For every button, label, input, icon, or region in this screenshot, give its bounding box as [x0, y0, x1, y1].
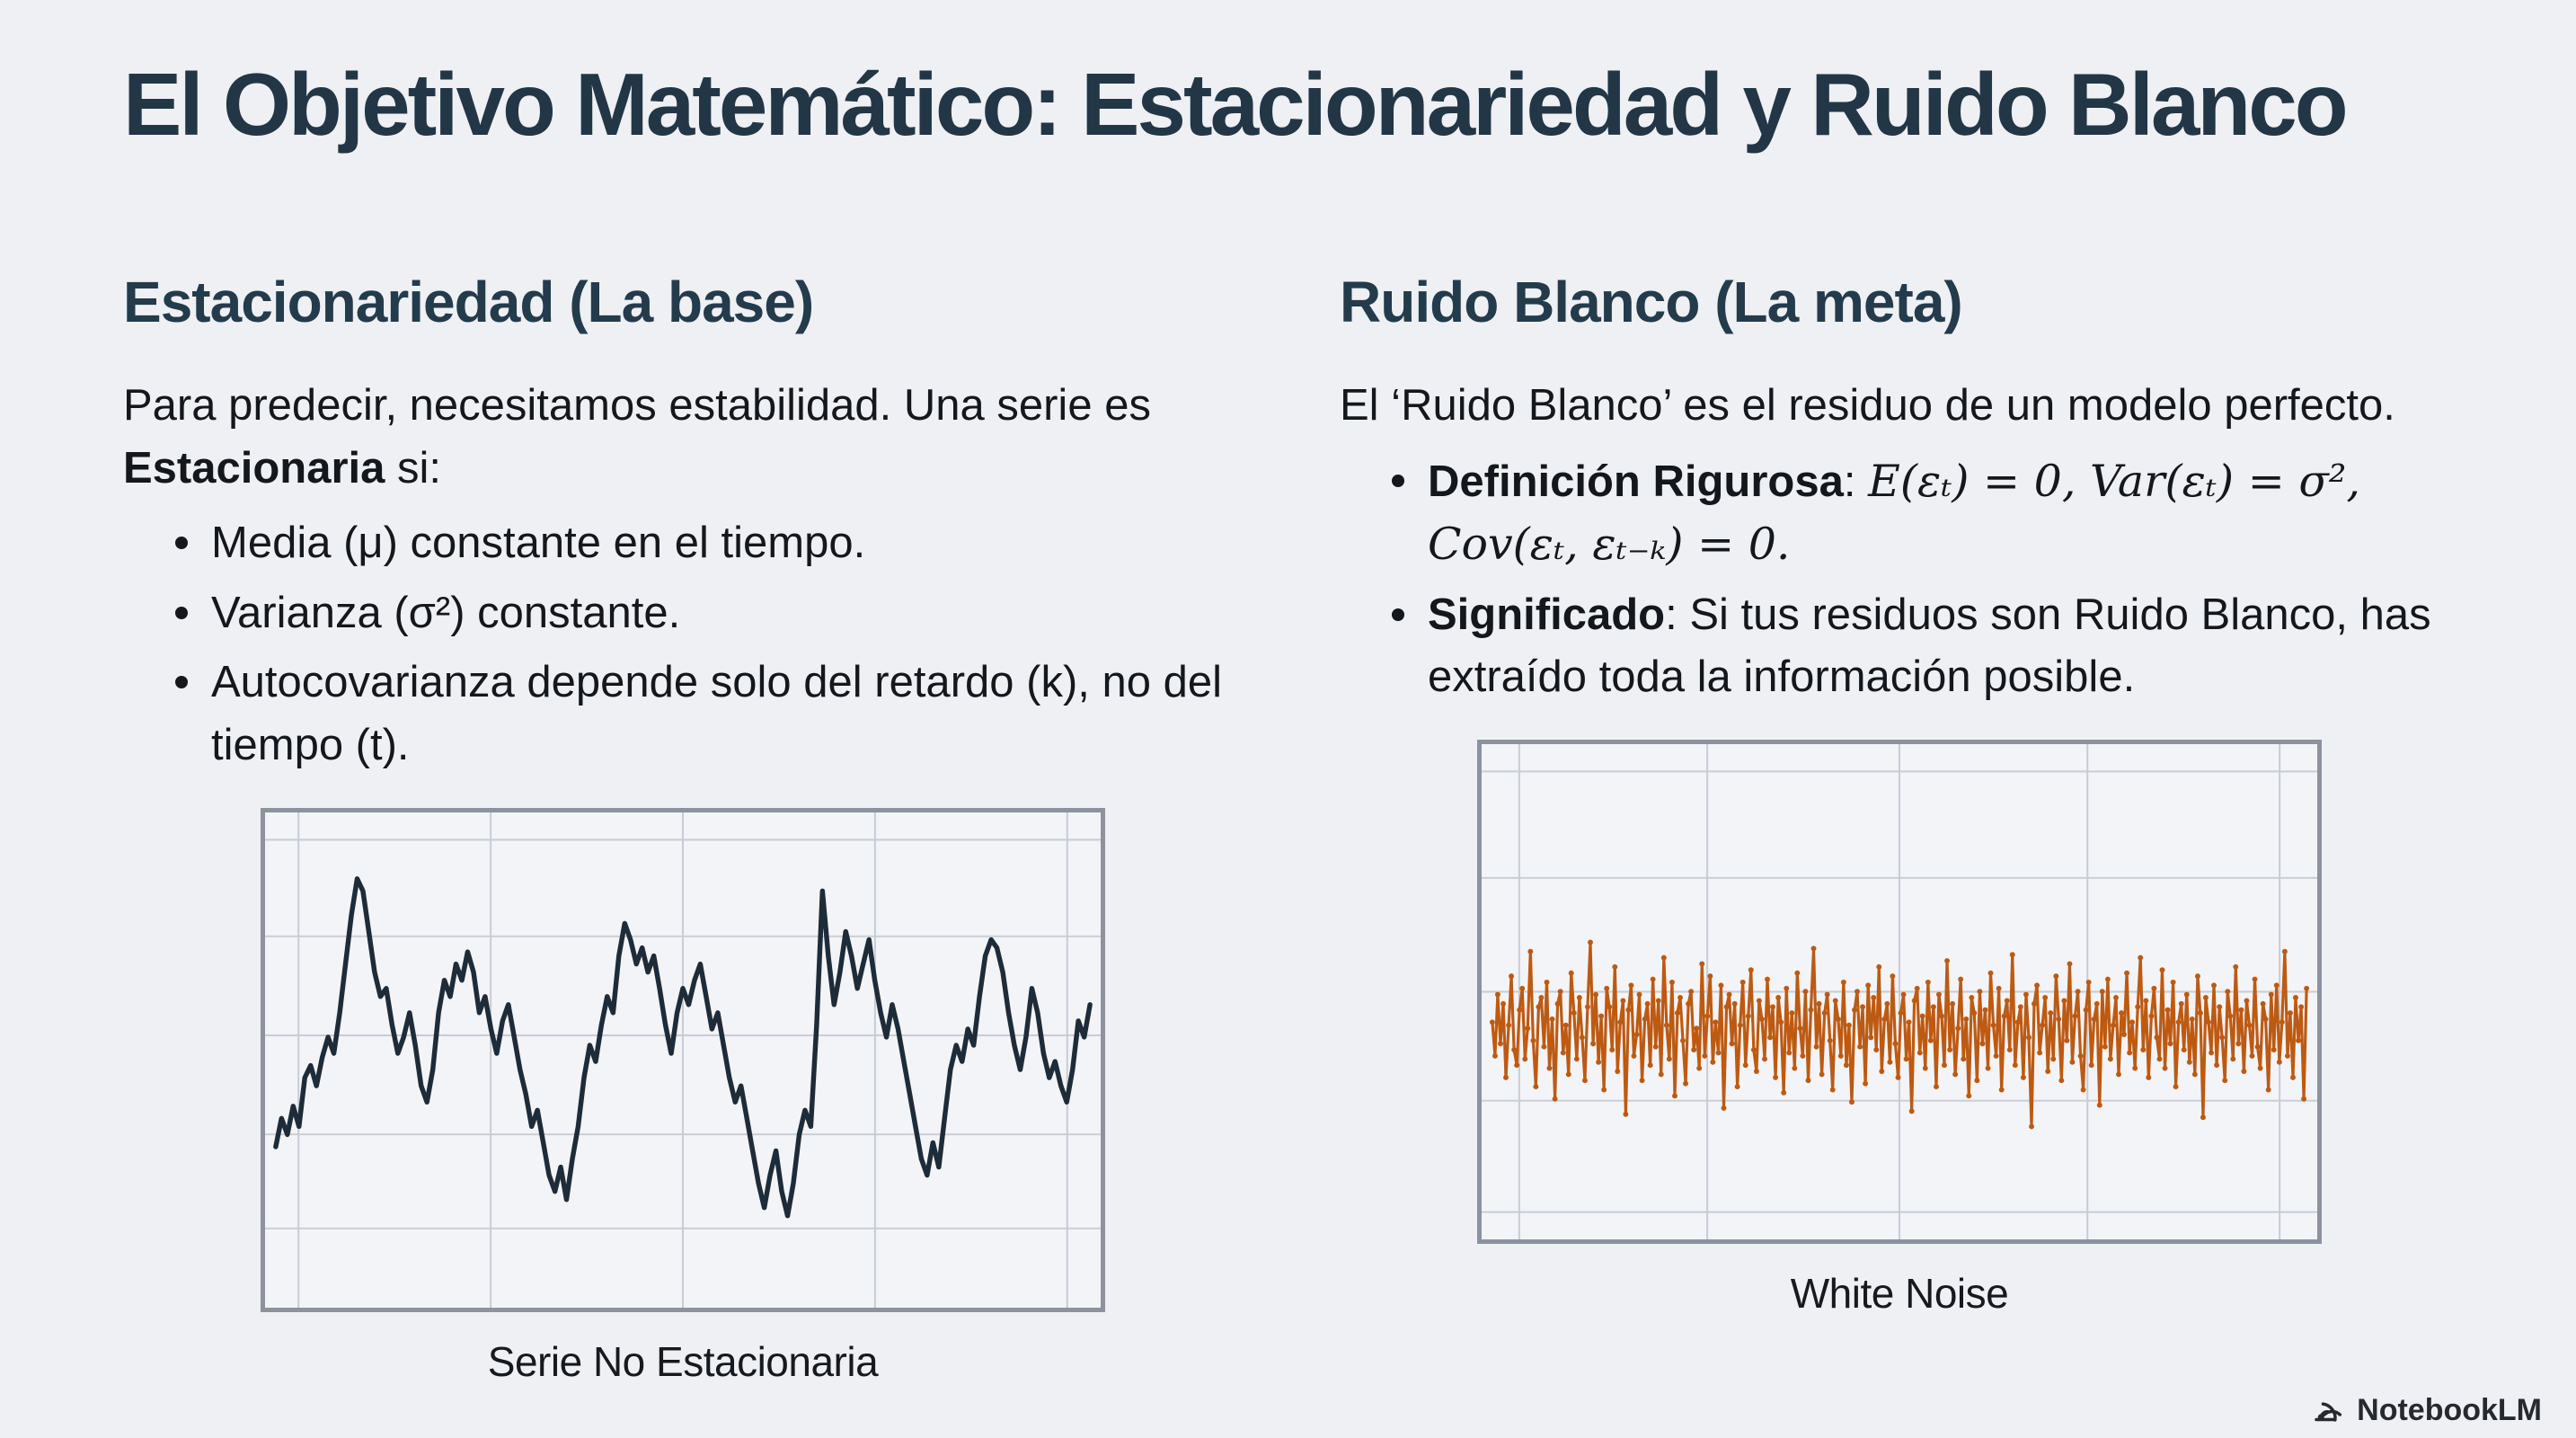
bullet-autocovarianza: Autocovarianza depende solo del retardo (k), no del tiempo (t).	[123, 652, 1243, 777]
page-title: El Objetivo Matemático: Estacionariedad y Ruido Blanco	[123, 55, 2346, 154]
notebooklm-branding	[2310, 1391, 2542, 1429]
left-intro-post: si:	[385, 443, 442, 493]
bullet-significado	[1340, 584, 2459, 709]
right-intro: El ‘Ruido Blanco’ es el residuo de un modelo perfecto.	[1340, 381, 2395, 431]
right-heading: Ruido Blanco (La meta)	[1340, 269, 1962, 334]
left-intro-pre: Para predecir, necesitamos estabilidad. Una serie es	[123, 381, 1151, 431]
content-columns	[123, 271, 2459, 1386]
right-chart-caption: White Noise	[1790, 1269, 2009, 1317]
nonstationary-figure	[261, 808, 1105, 1386]
bullet-definicion	[1340, 450, 2459, 577]
column-estacionariedad	[123, 271, 1243, 1386]
right-bullet-list	[1340, 450, 2459, 709]
white-noise-figure	[1477, 740, 2322, 1318]
left-intro-bold: Estacionaria	[123, 443, 385, 493]
bullet-significado-label: Significado	[1428, 590, 1666, 639]
left-chart-caption: Serie No Estacionaria	[487, 1337, 879, 1385]
bullet-significado-text: Si tus residuos son Ruido Blanco, has extraído toda la información posible.	[1428, 590, 2431, 702]
nonstationary-chart	[261, 808, 1105, 1312]
bullet-definicion-label: Definición Rigurosa	[1428, 457, 1844, 506]
notebooklm-icon	[2310, 1391, 2348, 1429]
left-bullet-list	[123, 512, 1243, 777]
left-intro	[123, 375, 1243, 500]
bullet-media: Media (μ) constante en el tiempo.	[123, 512, 1243, 575]
left-heading: Estacionariedad (La base)	[123, 269, 814, 334]
bullet-varianza: Varianza (σ²) constante.	[123, 582, 1243, 645]
notebooklm-label: NotebookLM	[2357, 1392, 2542, 1427]
bullet-significado-sep: :	[1665, 590, 1690, 639]
bullet-definicion-math: E(εₜ) = 0, Var(εₜ) = σ², Cov(εₜ, εₜ₋ₖ) = 0.	[1428, 455, 2360, 571]
white-noise-chart	[1477, 740, 2322, 1244]
column-ruido-blanco	[1340, 271, 2459, 1386]
bullet-definicion-sep: :	[1843, 457, 1869, 506]
